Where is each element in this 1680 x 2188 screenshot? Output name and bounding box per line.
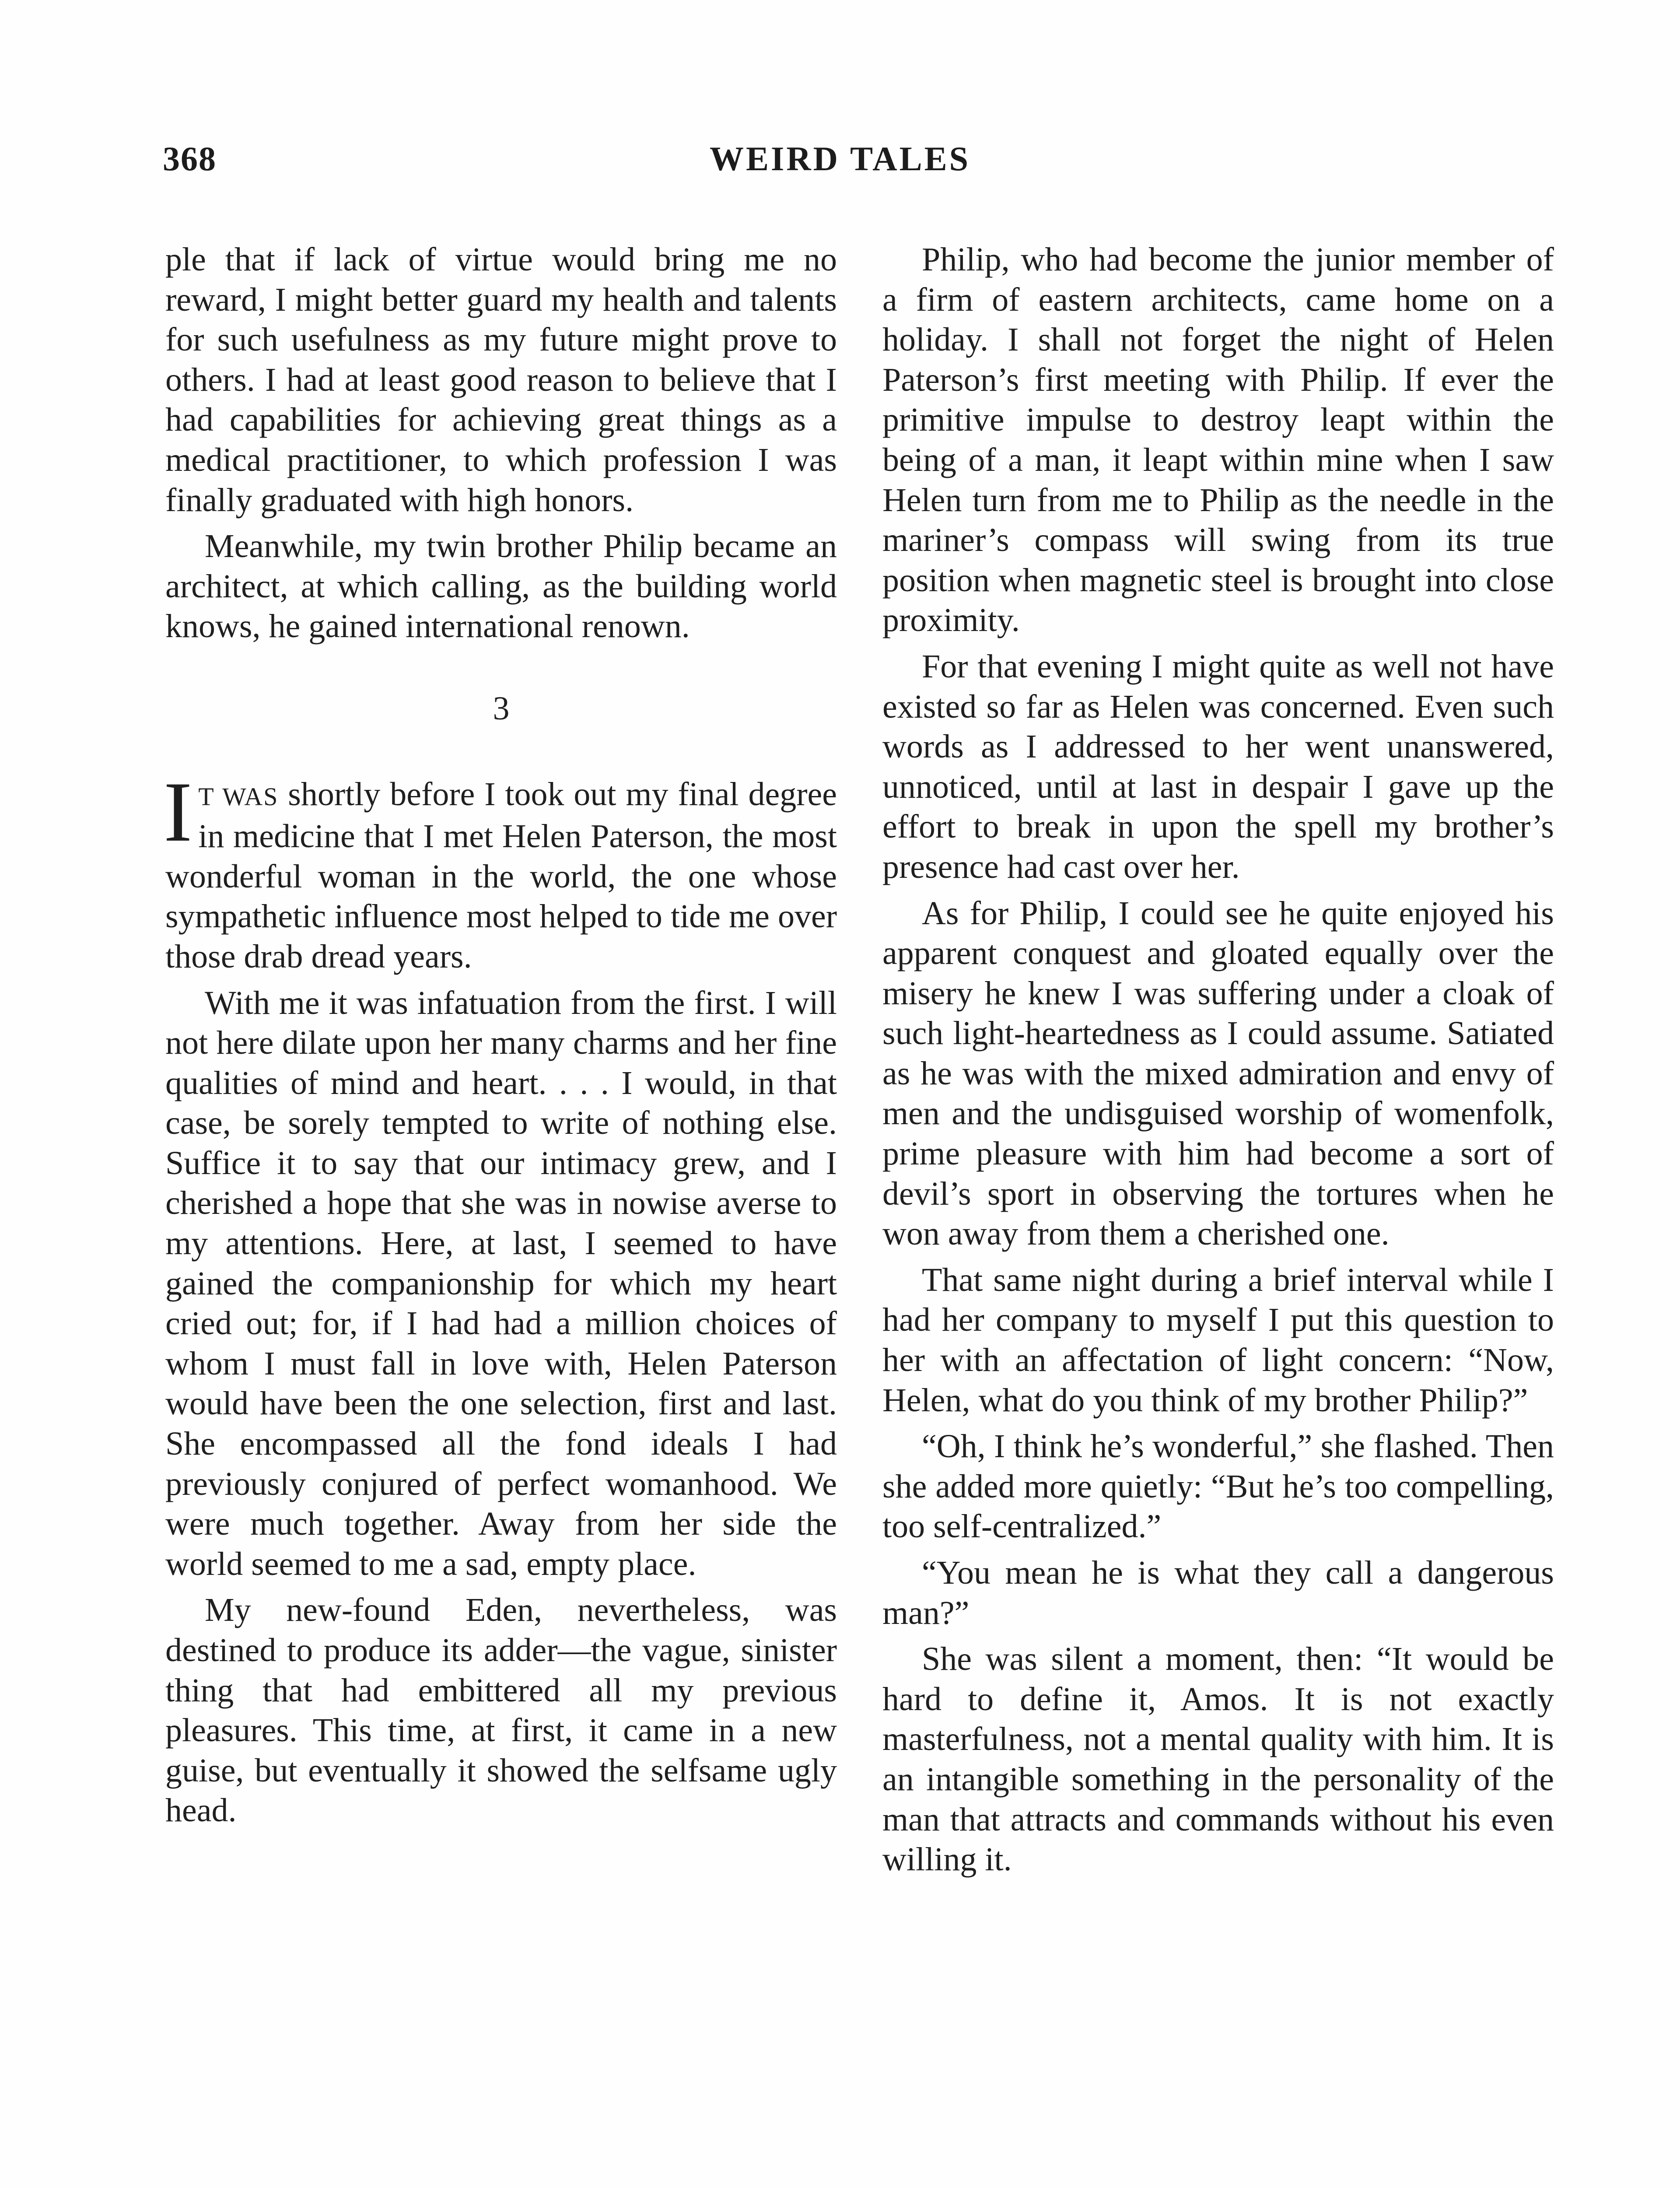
paragraph-text: shortly before I took out my final degree in medicine that I met Helen Paterson, the most wonderful woman in the world, the one whose sympathetic influence most helped to tide me over those drab dread years.	[165, 775, 837, 975]
paragraph: For that evening I might quite as well not have existed so far as Helen was concerned. Even such words as I addressed to her went unanswered, unnoticed, until at last in despair I gave up the effort to break in upon the spell my brother’s presence had cast over her.	[882, 648, 1554, 885]
paragraph: She was silent a moment, then: “It would be hard to define it, Amos. It is not exactly masterfulness, not a mental quality with him. It is an intangible something in the personality of the man that attracts and commands without his even willing it.	[882, 1641, 1554, 1878]
paragraph: ple that if lack of virtue would bring me no reward, I might better guard my health and talents for such usefulness as my future might prove to others. I had at least good reason to believe that I had capabilities for achieving great things as a medical practitioner, to which profession I was finally graduated with high honors.	[165, 241, 837, 519]
paragraph: Philip, who had become the junior member of a firm of eastern architects, came home on a holiday. I shall not forget the night of Helen Paterson’s first meeting with Philip. If ever the primitive impulse to destroy leapt within the being of a man, it leapt within mine when I saw Helen turn from me to Philip as the needle in the mariner’s compass will swing from its true position when magnetic steel is brought into close proximity.	[882, 241, 1554, 639]
small-caps-lead: T WAS	[198, 782, 279, 811]
drop-cap: I	[164, 764, 192, 859]
paragraph: “You mean he is what they call a dangerous man?”	[882, 1554, 1554, 1631]
paragraph: “Oh, I think he’s wonderful,” she flashed. Then she added more quietly: “But he’s too compelling, too self-centralized.”	[882, 1428, 1554, 1545]
right-column	[882, 240, 1554, 1886]
paragraph: My new-found Eden, nevertheless, was destined to produce its adder—the vague, sinister thing that had embittered all my previous pleasures. This time, at first, it came in a new guise, but eventually it showed the selfsame ugly head.	[165, 1592, 837, 1829]
paragraph: As for Philip, I could see he quite enjoyed his apparent conquest and gloated equally over the misery he knew I was suffering under a cloak of such light-heartedness as I could assume. Satiated as he was with the mixed admiration and envy of men and the undisguised worship of womenfolk, prime pleasure with him had become a sort of devil’s sport in observing the tortures when he won away from them a cherished one.	[882, 894, 1554, 1252]
page-number: 368	[163, 140, 217, 178]
left-column	[165, 240, 837, 1837]
paragraph: Meanwhile, my twin brother Philip became an architect, at which calling, as the building world knows, he gained international renown.	[165, 528, 837, 645]
paragraph: With me it was infatuation from the first. I will not here dilate upon her many charms and her fine qualities of mind and heart. . . . I would, in that case, be sorely tempted to write of nothing else. Suffice it to say that our intimacy grew, and I cherished a hope that she was in nowise averse to my attentions. Here, at last, I seemed to have gained the companionship for which my heart cried out; for, if I had had a million choices of whom I must fall in love with, Helen Paterson would have been the one selection, first and last. She encompassed all the fond ideals I had previously conjured of perfect womanhood. We were much together. Away from her side the world seemed to me a sad, empty place.	[165, 984, 837, 1582]
running-head: WEIRD TALES	[709, 140, 971, 178]
paragraph: That same night during a brief interval while I had her company to myself I put this question to her with an affectation of light concern: “Now, Helen, what do you think of my brother Philip?”	[882, 1261, 1554, 1419]
section-number: 3	[493, 690, 510, 727]
paragraph-with-dropcap	[164, 764, 837, 977]
